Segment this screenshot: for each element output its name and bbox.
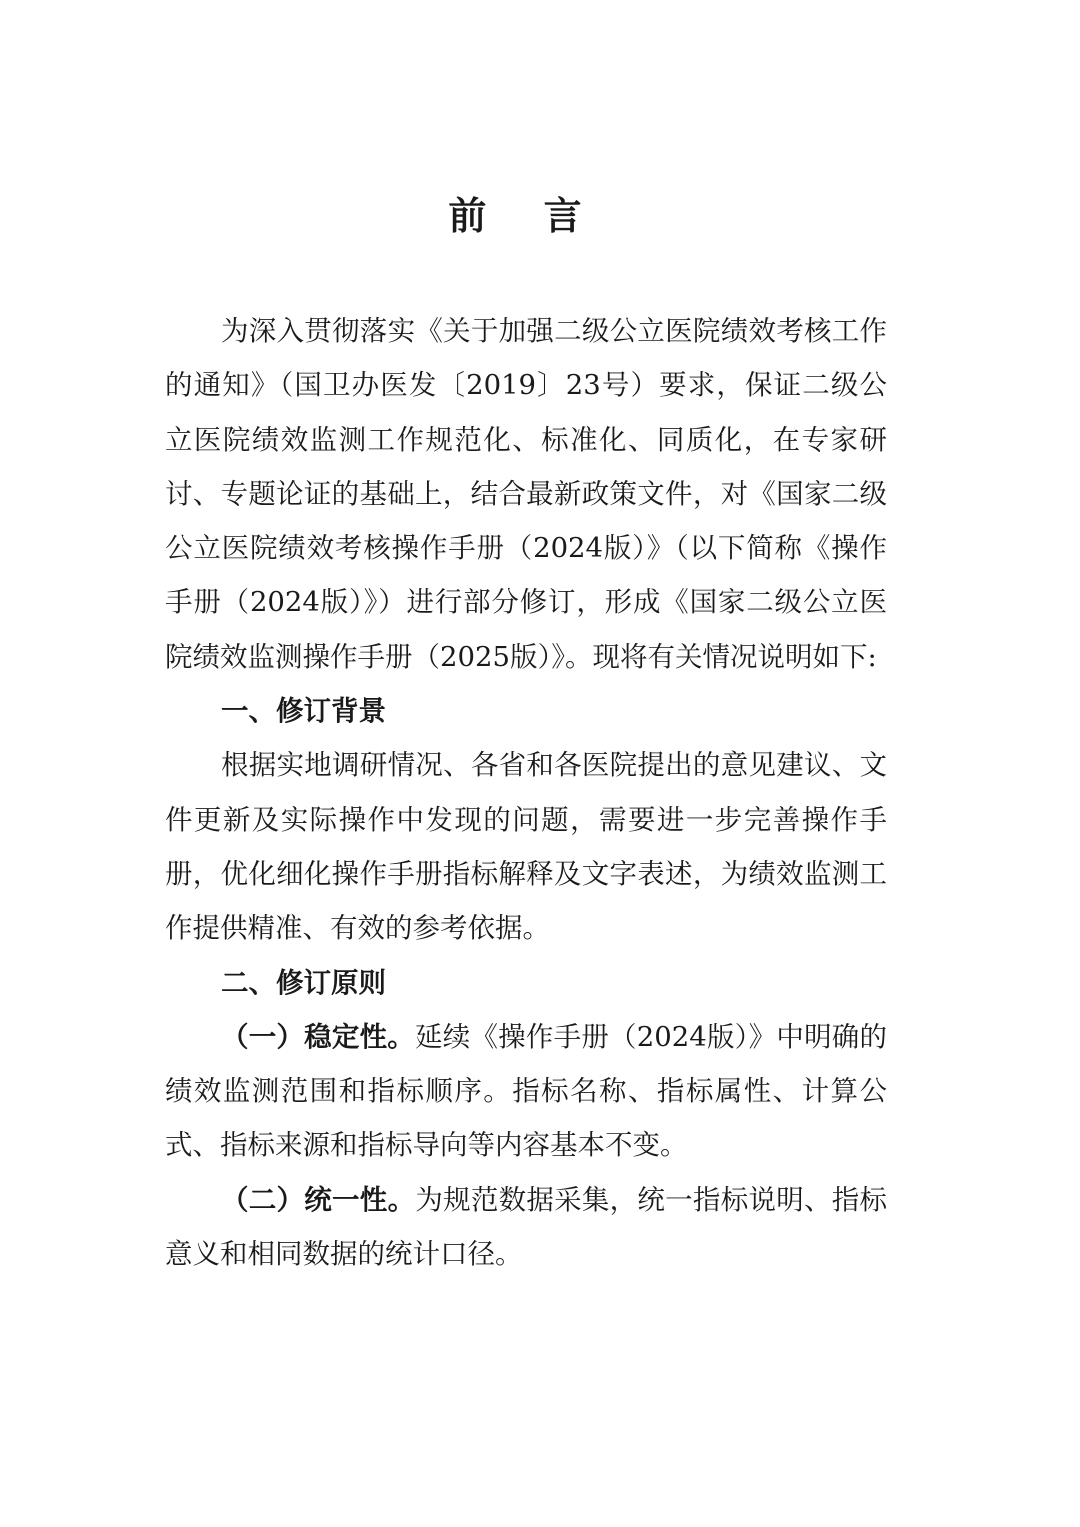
principle-2-text: 为规范数据采集，统一指标说明、指标意义和相同数据的统计口径。 xyxy=(165,1183,888,1271)
section-1-paragraph: 根据实地调研情况、各省和各医院提出的意见建议、文件更新及实际操作中发现的问题，需要进一步完善操作手册，优化细化操作手册指标解释及文字表述，为绩效监测工作提供精准、有效的参考依据。 xyxy=(165,749,887,945)
principle-paragraph-2 xyxy=(165,1173,887,1282)
page-title: 前 言 xyxy=(448,193,604,238)
principle-1-lead: （一）稳定性。 xyxy=(221,1020,416,1053)
section-2-heading: 二、修订原则 xyxy=(221,966,386,999)
principle-paragraph-1 xyxy=(165,1010,887,1173)
principle-2-lead: （二）统一性。 xyxy=(221,1183,416,1216)
document-body xyxy=(165,304,887,1281)
intro-paragraph: 为深入贯彻落实《关于加强二级公立医院绩效考核工作的通知》（国卫办医发〔2019〕23号）要求，保证二级公立医院绩效监测工作规范化、标准化、同质化，在专家研讨、专题论证的基础上，结合最新政策文件，对《国家二级公立医院绩效考核操作手册（2024版）》（以下简称《操作手册（2024版）》）进行部分修订，形成《国家二级公立医院绩效监测操作手册（2025版）》。现将有关情况说明如下: xyxy=(165,315,887,673)
principle-1-text: 延续《操作手册（2024版）》中明确的绩效监测范围和指标顺序。指标名称、指标属性、计算公式、指标来源和指标导向等内容基本不变。 xyxy=(165,1020,888,1162)
section-1-heading: 一、修订背景 xyxy=(221,695,386,728)
